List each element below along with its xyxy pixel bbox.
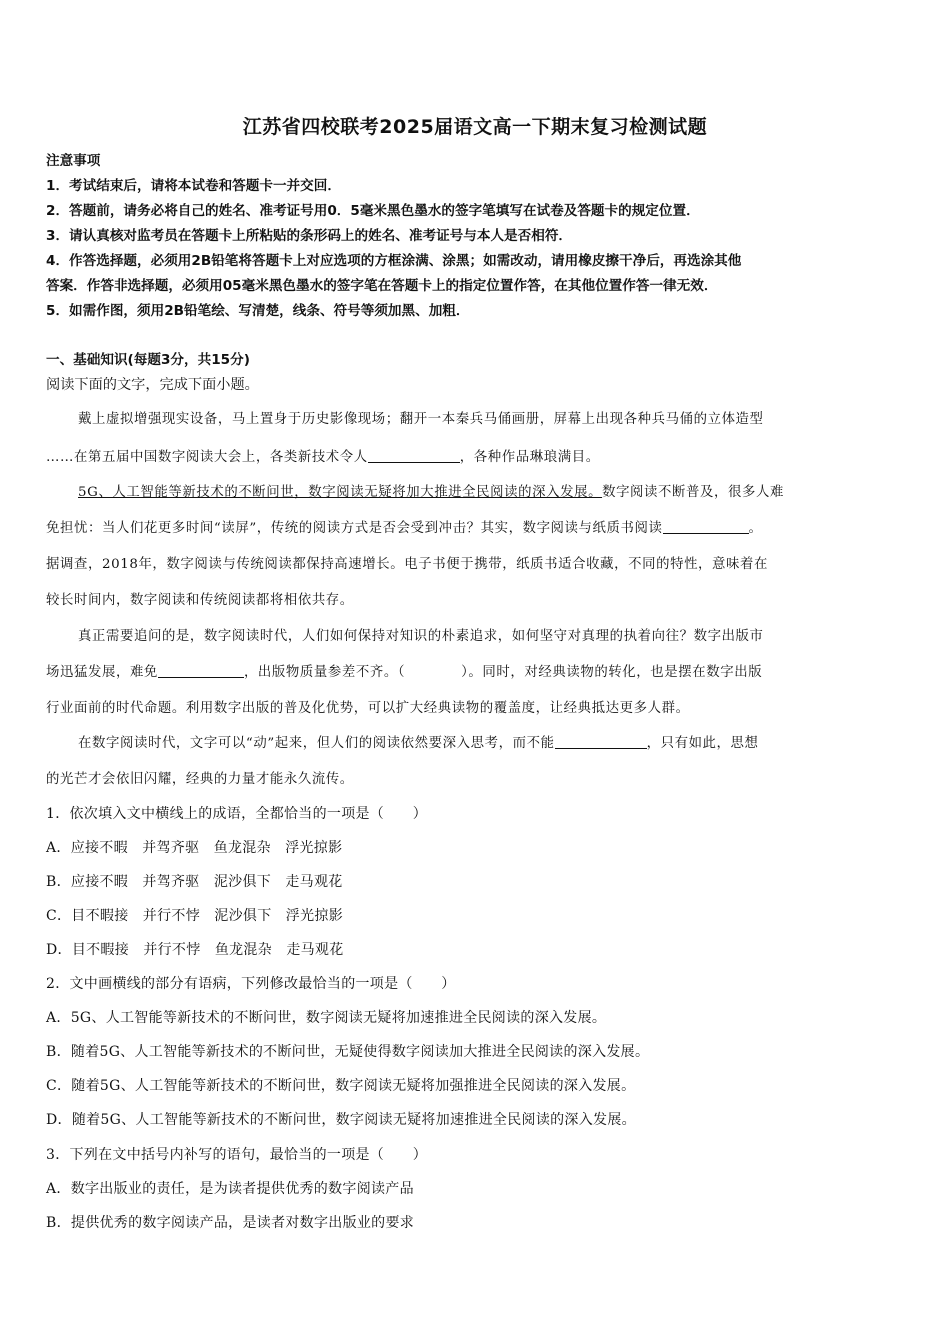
passage-text: 免担忧：当人们花更多时间“读屏”，传统的阅读方式是否会受到冲击？其实，数字阅读与纸质书阅读 [46, 521, 663, 536]
passage-text: ）。同时，对经典读物的转化，也是摆在数字出版 [461, 665, 763, 680]
section-heading: 一、基础知识(每题3分，共15分) [46, 352, 250, 368]
notice-item: 3．请认真核对监考员在答题卡上所粘贴的条形码上的姓名、准考证号与本人是否相符． [46, 228, 573, 244]
option-d[interactable]: D．目不暇接 并行不悖 鱼龙混杂 走马观花 [46, 942, 344, 958]
passage-text: 。 [748, 521, 763, 536]
answer-blank [368, 448, 460, 463]
option-a[interactable]: A．应接不暇 并驾齐驱 鱼龙混杂 浮光掠影 [46, 840, 343, 856]
option-a[interactable]: A．5G、人工智能等新技术的不断问世，数字阅读无疑将加速推进全民阅读的深入发展。 [46, 1010, 607, 1026]
option-d[interactable]: D．随着5G、人工智能等新技术的不断问世，数字阅读无疑将加速推进全民阅读的深入发展。 [46, 1112, 636, 1128]
answer-blank [663, 519, 749, 534]
passage-line [78, 483, 784, 503]
answer-blank [555, 734, 647, 749]
option-b[interactable]: B．提供优秀的数字阅读产品，是读者对数字出版业的要求 [46, 1215, 415, 1231]
passage-line [78, 734, 759, 754]
notice-item: 4．作答选择题，必须用2B铅笔将答题卡上对应选项的方框涂满、涂黑；如需改动，请用橡皮擦干净后，再选涂其他 [46, 253, 742, 269]
passage-text: 数字阅读不断普及，很多人难 [602, 485, 784, 500]
option-b[interactable]: B．应接不暇 并驾齐驱 泥沙俱下 走马观花 [46, 874, 343, 890]
answer-blank [158, 663, 244, 678]
option-a[interactable]: A．数字出版业的责任，是为读者提供优秀的数字阅读产品 [46, 1181, 414, 1197]
option-b[interactable]: B．随着5G、人工智能等新技术的不断问世，无疑使得数字阅读加大推进全民阅读的深入发展。 [46, 1044, 650, 1060]
notice-item: 2．答题前，请务必将自己的姓名、准考证号用0．5毫米黑色墨水的签字笔填写在试卷及答题卡的规定位置． [46, 203, 700, 219]
section-intro: 阅读下面的文字，完成下面小题。 [46, 377, 259, 393]
notice-heading: 注意事项 [46, 153, 101, 169]
underlined-sentence: 5G、人工智能等新技术的不断问世，数字阅读无疑将加大推进全民阅读的深入发展。 [78, 485, 603, 500]
passage-line: 戴上虚拟增强现实设备，马上置身于历史影像现场；翻开一本秦兵马俑画册，屏幕上出现各种兵马俑的立体造型 [78, 412, 764, 427]
passage-line: 真正需要追问的是，数字阅读时代，人们如何保持对知识的朴素追求，如何坚守对真理的执着向往？数字出版市 [78, 629, 764, 644]
passage-line [46, 519, 763, 539]
passage-text: ，出版物质量参差不齐。（ [243, 665, 406, 680]
passage-line: 的光芒才会依旧闪耀，经典的力量才能永久流传。 [46, 772, 354, 787]
passage-text: ……在第五届中国数字阅读大会上，各类新技术令人 [46, 450, 368, 465]
passage-line [46, 448, 600, 468]
question-stem: 3．下列在文中括号内补写的语句，最恰当的一项是（ ） [46, 1147, 428, 1163]
passage-text: ，各种作品琳琅满目。 [459, 450, 600, 465]
option-c[interactable]: C．随着5G、人工智能等新技术的不断问世，数字阅读无疑将加强推进全民阅读的深入发展。 [46, 1078, 636, 1094]
option-c[interactable]: C．目不暇接 并行不悖 泥沙俱下 浮光掠影 [46, 908, 344, 924]
passage-line: 较长时间内，数字阅读和传统阅读都将相依共存。 [46, 593, 354, 608]
question-stem: 1．依次填入文中横线上的成语，全都恰当的一项是（ ） [46, 806, 428, 822]
notice-item: 答案．作答非选择题，必须用05毫米黑色墨水的签字笔在答题卡上的指定位置作答，在其他位置作答一律无效． [46, 278, 718, 294]
notice-item: 1．考试结束后，请将本试卷和答题卡一并交回． [46, 178, 341, 194]
passage-text: 场迅猛发展，难免 [46, 665, 158, 680]
exam-title: 江苏省四校联考2025届语文高一下期末复习检测试题 [242, 116, 708, 138]
passage-text: 在数字阅读时代，文字可以“动”起来，但人们的阅读依然要深入思考，而不能 [78, 736, 555, 751]
passage-text: ，只有如此，思想 [646, 736, 759, 751]
passage-line: 行业面前的时代命题。利用数字出版的普及化优势，可以扩大经典读物的覆盖度，让经典抵达更多人群。 [46, 701, 690, 716]
notice-item: 5．如需作图，须用2B铅笔绘、写清楚，线条、符号等须加黑、加粗． [46, 303, 470, 319]
passage-line [46, 663, 762, 683]
passage-line: 据调查，2018年，数字阅读与传统阅读都保持高速增长。电子书便于携带，纸质书适合收藏，不同的特性，意味着在 [46, 557, 769, 572]
question-stem: 2．文中画横线的部分有语病，下列修改最恰当的一项是（ ） [46, 976, 456, 992]
